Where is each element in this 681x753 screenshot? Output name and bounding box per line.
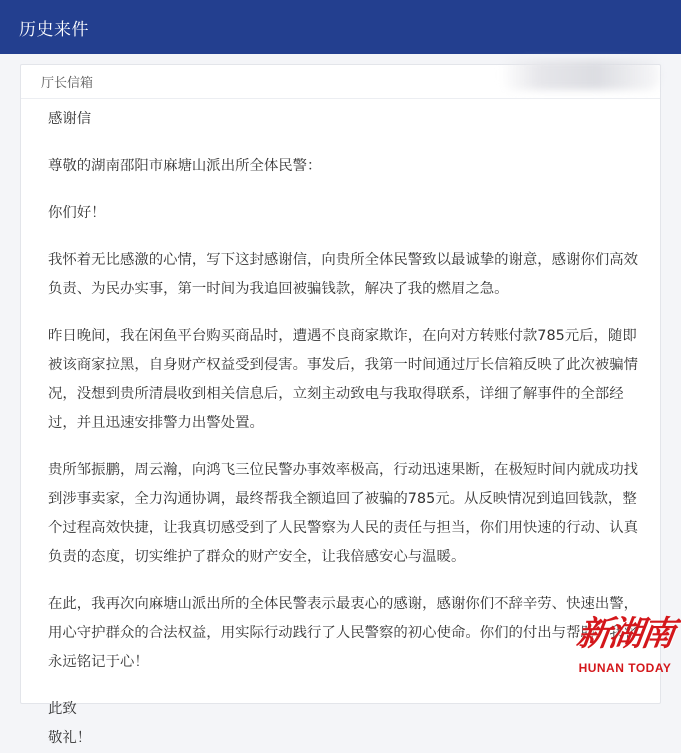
redacted-sender-info [500,60,660,90]
news-logo-watermark [569,613,681,684]
letter-title: 感谢信 [48,111,92,127]
letter-closing-1: 此致 [48,701,77,717]
letter-paragraph-2: 昨日晚间，我在闲鱼平台购买商品时，遭遇不良商家欺诈，在向对方转账付款785元后，随即被该商家拉黑，自身财产权益受到侵害。事发后，我第一时间通过厅长信箱反映了此次被骗情况，没想到贵所清晨收到相关信息后，立刻主动致电与我取得联系，详细了解事件的全部经过，并且迅速安排警力出警处置。 [48,328,639,431]
letter-greeting: 你们好！ [48,205,106,221]
letter-paragraph-1: 我怀着无比感激的心情，写下这封感谢信，向贵所全体民警致以最诚挚的谢意，感谢你们高效负责、为民办实事，第一时间为我追回被骗钱款，解决了我的燃眉之急。 [48,252,639,297]
page-title: 历史来件 [19,19,89,40]
letter-paragraph-4: 在此，我再次向麻塘山派出所的全体民警表示最衷心的感谢，感谢你们不辞辛劳、快速出警，用心守护群众的合法权益，用实际行动践行了人民警察的初心使命。你们的付出与帮助，我将永远铭记于心！ [48,596,639,670]
logo-subtitle: HUNAN TODAY [578,661,672,675]
logo-title: 新湖南 [574,614,676,654]
letter-salutation: 尊敬的湖南邵阳市麻塘山派出所全体民警： [48,158,322,174]
letter-body [48,105,648,753]
mailbox-label: 厅长信箱 [41,76,94,91]
top-header-bar [0,0,681,54]
letter-paragraph-3: 贵所邹振鹏，周云瀚，向鸿飞三位民警办事效率极高，行动迅速果断，在极短时间内就成功找到涉事卖家，全力沟通协调，最终帮我全额追回了被骗的785元。从反映情况到追回钱款，整个过程高效快捷，让我真切感受到了人民警察为人民的责任与担当，你们用快速的行动、认真负责的态度，切实维护了群众的财产安全，让我倍感安心与温暖。 [48,462,639,565]
letter-closing-2: 敬礼！ [48,730,92,746]
